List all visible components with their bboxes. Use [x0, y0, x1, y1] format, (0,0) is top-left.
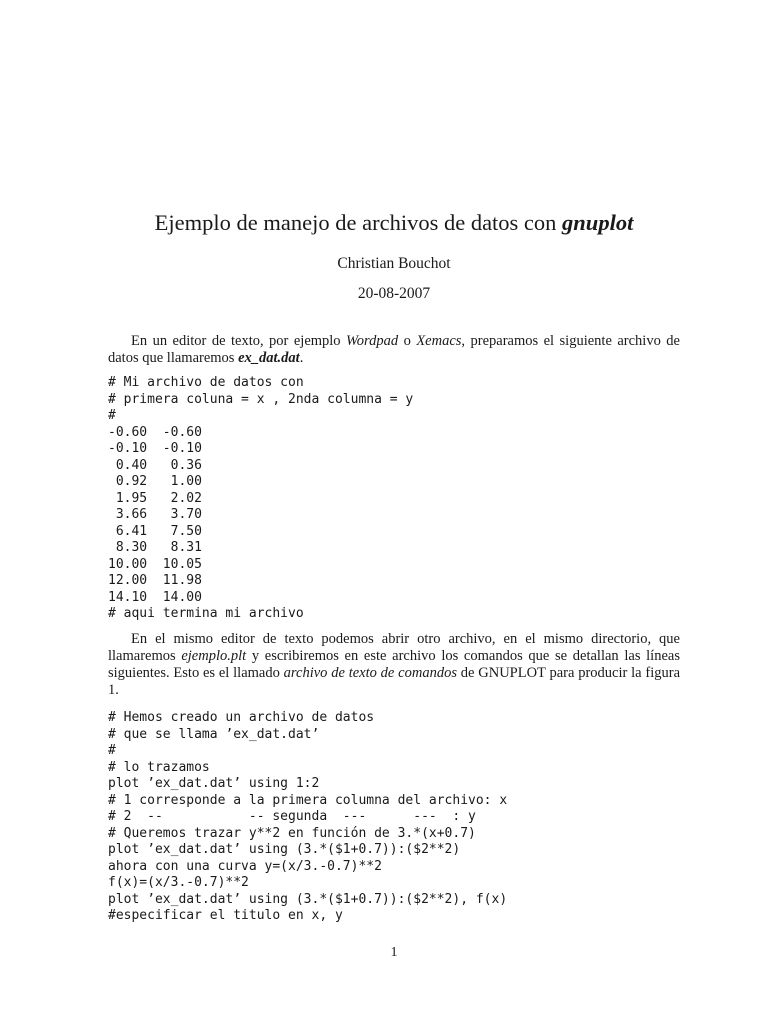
commands-paragraph [108, 631, 680, 699]
intro-paragraph [108, 333, 680, 367]
commands-text-2: y escribiremos en este archivo los comandos que se detallan las líneas siguientes. Esto es el llamado [108, 648, 680, 681]
intro-editor-wordpad: Wordpad [346, 333, 399, 349]
author-name: Christian Bouchot [337, 255, 451, 272]
command-file-listing: # Hemos creado un archivo de datos # que se llama ’ex_dat.dat’ # # lo trazamos plot ’ex_dat.dat’ using 1:2 # 1 corresponde a la primera columna del archivo: x # 2 -- -- segunda --- --- : y # Queremos trazar y**2 en función de 3.*(x+0.7) plot ’ex_dat.dat’ using (3.*($1+0.7)):($2**2) ahora con una curva y=(x/3.-0.7)**2 f(x)=(x/3.-0.7)**2 plot ’ex_dat.dat’ using (3.*($1+0.7)):($2**2), f(x) #especificar el titulo en x, y [108, 710, 508, 923]
data-file-listing: # Mi archivo de datos con # primera coluna = x , 2nda columna = y # -0.60 -0.60 -0.10 -0.10 0.40 0.36 0.92 1.00 1.95 2.02 3.66 3.70 6.41 7.50 8.30 8.31 10.00 10.05 12.00 11.98 14.10 14.00 # aqui termina mi archivo [108, 375, 414, 621]
intro-text-1: En un editor de texto, por ejemplo [131, 333, 347, 349]
intro-text-2: o [398, 333, 417, 349]
page-number: 1 [390, 945, 398, 960]
intro-text-3: , preparamos el siguiente archivo de datos que llamaremos [108, 333, 680, 366]
document-date: 20-08-2007 [357, 285, 431, 302]
commands-plt-filename: ejemplo.plt [181, 648, 247, 664]
title-text: Ejemplo de manejo de archivos de datos con [154, 210, 563, 235]
commands-text-3: de GNUPLOT para producir la figura 1. [108, 665, 681, 698]
intro-editor-xemacs: Xemacs [416, 333, 462, 349]
document-title [0, 208, 768, 238]
title-program-name: gnuplot [562, 210, 634, 235]
intro-text-4: . [299, 350, 304, 366]
intro-data-filename: ex_dat.dat [238, 350, 300, 366]
commands-text-1: En el mismo editor de texto podemos abrir otro archivo, en el mismo directorio, que llamaremos [108, 631, 680, 664]
commands-file-term: archivo de texto de comandos [283, 665, 457, 681]
